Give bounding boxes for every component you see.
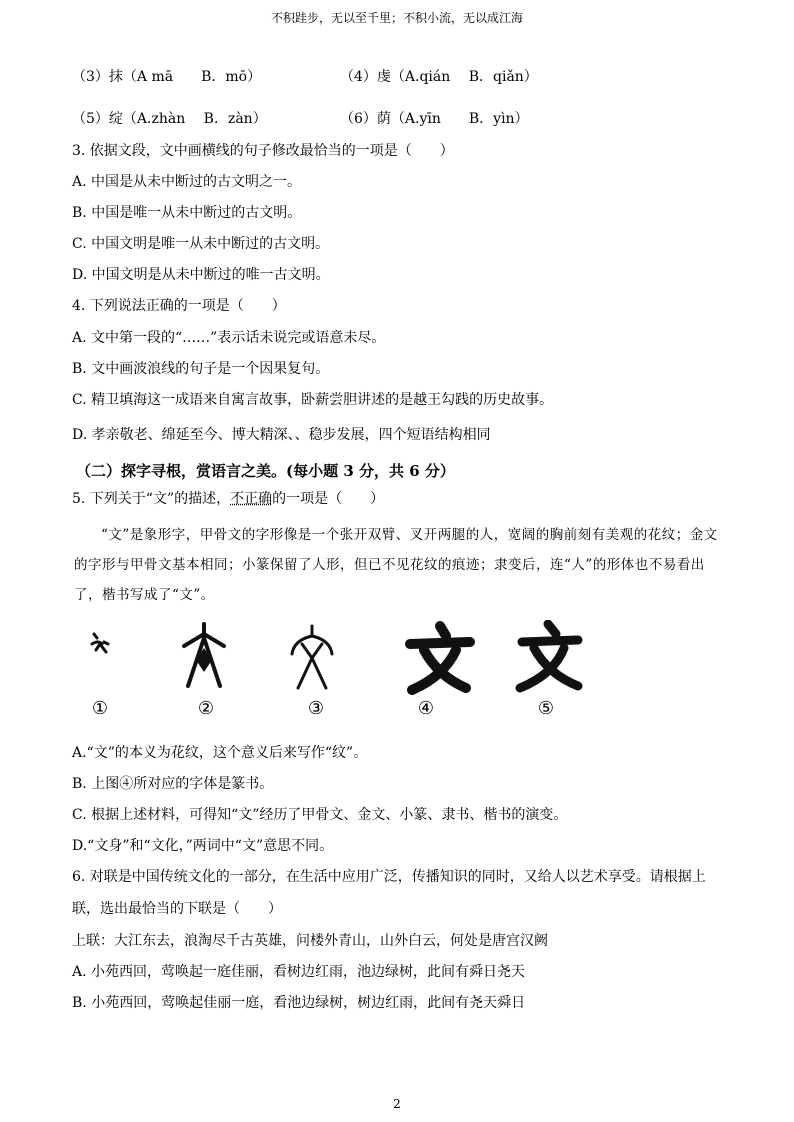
question-4-option-b: B. 文中画波浪线的句子是一个因果复句。 [72,361,330,377]
question-5-option-d: D.“文身”和“文化，”两词中“文”意思不同。 [72,838,334,854]
glyph-label-1: ① [91,698,109,719]
pinyin-item-4: （4）虔（A.qián B．qiǎn） [340,69,538,85]
glyph-label-5: ⑤ [537,698,555,719]
question-4-option-c: C. 精卫填海这一成语来自寓言故事，卧薪尝胆讲述的是越王勾践的历史故事。 [72,392,554,408]
page-header: 不积跬步，无以至千里；不积小流，无以成江海 [270,11,523,25]
question-4-stem: 4. 下列说法正确的一项是（ ） [72,298,286,314]
glyph-label-3: ③ [307,698,325,719]
wen-evolution-figure [82,620,592,730]
question-3-option-a: A. 中国是从未中断过的古文明之一。 [72,174,302,190]
question-5-option-a: A.“文”的本义为花纹，这个意义后来写作“纹”。 [72,745,368,761]
glyph-label-4: ④ [417,698,435,719]
pinyin-item-6: （6）荫（A.yīn B．yìn） [340,111,529,127]
question-6-stem-line-2: 联，选出最恰当的下联是（ ） [72,901,282,917]
question-4-option-a: A. 文中第一段的“……”表示话未说完或语意未尽。 [72,330,386,346]
question-3-option-b: B. 中国是唯一从未中断过的古文明。 [72,205,302,221]
oracle-bone-glyph [82,620,162,700]
question-3-option-c: C. 中国文明是唯一从未中断过的古文明。 [72,236,330,252]
page-number: 2 [393,1097,401,1111]
bronze-inscription-glyph [164,620,244,700]
question-6-stem-line-1: 6. 对联是中国传统文化的一部分，在生活中应用广泛，传播知识的同时，又给人以艺术享受。请根据上 [72,869,706,885]
question-5-stem-pre: 5. 下列关于“文”的描述， [72,491,231,507]
pinyin-item-3: （3）抹（A mā B．mō） [72,69,262,85]
question-3-option-d: D. 中国文明是从未中断过的唯一古文明。 [72,267,330,283]
question-6-option-a: A. 小苑西回，莺唤起一庭佳丽，看树边红雨，池边绿树，此间有舜日尧天 [72,964,526,980]
question-5-option-c: C. 根据上述材料，可得知“文”经历了甲骨文、金文、小篆、隶书、楷书的演变。 [72,807,568,823]
question-5-option-b: B. 上图④所对应的字体是篆书。 [72,776,274,792]
question-4-option-d: D. 孝亲敬老、绵延至今、博大精深、、稳步发展，四个短语结构相同 [72,427,491,443]
question-6-couplet: 上联：大江东去，浪淘尽千古英雄，问楼外青山，山外白云，何处是唐宫汉阙 [72,933,548,949]
small-seal-glyph [272,620,352,700]
question-5-stem-post: 的一项是（ ） [272,491,385,507]
section-heading: （二）探字寻根，赏语言之美。(每小题 3 分，共 6 分） [76,462,455,480]
question-5-stem [72,490,384,508]
glyph-label-2: ② [197,698,215,719]
regular-script-glyph [510,620,590,700]
pinyin-item-5: （5）绽（A.zhàn B．zàn） [72,111,267,127]
question-5-stem-emphasis: 不正确 [230,491,273,507]
question-5-passage: “文”是象形字，甲骨文的字形像是一个张开双臂、叉开两腿的人，宽阔的胸前刻有美观的花纹；金文的字形与甲骨文基本相同；小篆保留了人形，但已不见花纹的痕迹；隶变后，连“人”的形体也不易看出了，楷书写成了“文”。 [74,527,718,603]
question-6-option-b: B. 小苑西回，莺唤起佳丽一庭，看池边绿树，树边红雨，此间有尧天舜日 [72,995,526,1011]
question-3-stem: 3. 依据文段，文中画横线的句子修改最恰当的一项是（ ） [72,143,454,159]
clerical-script-glyph [400,620,480,700]
